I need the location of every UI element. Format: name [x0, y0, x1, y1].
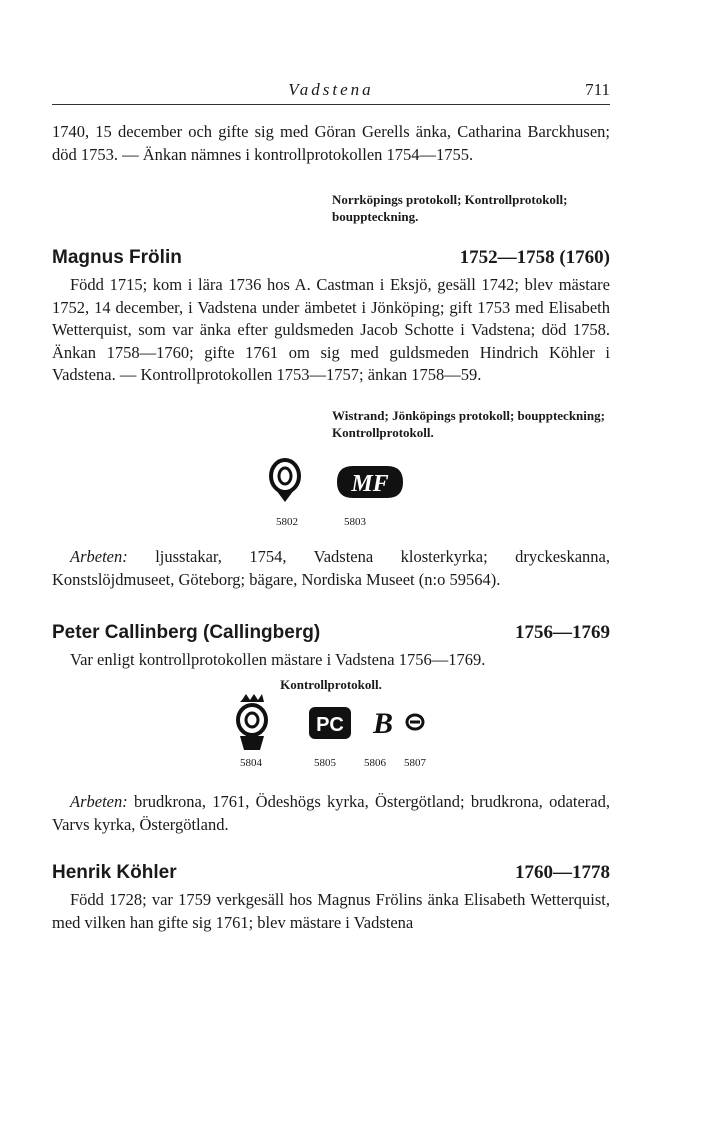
mark-number: 5802	[276, 516, 298, 528]
header-rule	[52, 104, 610, 105]
mark-number: 5806	[364, 757, 386, 769]
entry-bio: Född 1715; kom i lära 1736 hos A. Castman i Eksjö, gesäll 1742; blev mästare 1752, 14 december, i Vadstena under ämbetet i Jönköping; gift 1753 med Elisabeth Wetterquist, som var änka efter guldsmeden Jacob Schotte i Vadstena; död 1758. Änkan 1758—1760; gifte 1761 om sig med guldsmeden Hindrich Köhler i Vadstena. — Kontrollprotokollen 1753—1757; änkan 1758—59.	[52, 275, 610, 384]
mark-number: 5807	[404, 757, 426, 769]
running-title: Vadstena	[288, 80, 374, 99]
hallmark-5805-icon	[308, 706, 352, 740]
hallmark-5802-icon	[268, 456, 302, 504]
entry-bio-block	[52, 274, 610, 387]
entry-bio-block	[52, 889, 610, 934]
entry-source: Kontrollprotokoll.	[280, 677, 382, 692]
entry-source: Wistrand; Jönköpings protokoll; bouppteckning; Kontrollprotokoll.	[332, 408, 605, 440]
entry-bio-block	[52, 649, 610, 672]
entry-name: Peter Callinberg (Callingberg)	[52, 622, 321, 643]
works-label: Arbeten:	[70, 792, 128, 811]
entry-name: Henrik Köhler	[52, 862, 177, 883]
page-number: 711	[585, 80, 610, 99]
entry-works-block	[52, 546, 610, 591]
hallmark-5807-icon	[405, 712, 425, 732]
intro-block	[52, 121, 610, 166]
hallmark-5804-icon	[232, 692, 272, 754]
works-label: Arbeten:	[70, 547, 128, 566]
entry-heading	[52, 622, 610, 648]
works-text: brudkrona, 1761, Ödeshögs kyrka, Östergötland; brudkrona, odaterad, Varvs kyrka, Östergötland.	[52, 792, 611, 834]
mark-number: 5804	[240, 757, 262, 769]
entry-bio: Var enligt kontrollprotokollen mästare i Vadstena 1756—1769.	[70, 650, 486, 669]
entry-bio: Född 1728; var 1759 verkgesäll hos Magnus Frölins änka Elisabeth Wetterquist, med vilken han gifte sig 1761; blev mästare i Vadstena	[52, 890, 610, 932]
intro-paragraph: 1740, 15 december och gifte sig med Göran Gerells änka, Catharina Barckhusen; död 1753. — Änkan nämnes i kontrollprotokollen 1754—1755.	[52, 122, 610, 164]
intro-source: Norrköpings protokoll; Kontrollprotokoll; bouppteckning.	[332, 192, 568, 224]
works-text: ljusstakar, 1754, Vadstena klosterkyrka; dryckeskanna, Konstslöjdmuseet, Göteborg; bägare, Nordiska Museet (n:o 59564).	[52, 547, 610, 589]
hallmark-5806-icon	[373, 706, 393, 740]
entry-heading	[52, 247, 610, 273]
mark-number: 5803	[344, 516, 366, 528]
mark-letters: MF	[351, 471, 389, 497]
entry-works-block	[52, 791, 610, 836]
entry-name: Magnus Frölin	[52, 247, 182, 268]
hallmark-5803-icon	[335, 462, 405, 502]
mark-letters: PC	[316, 714, 344, 736]
entry-years: 1756—1769	[515, 622, 610, 643]
entry-heading	[52, 862, 610, 888]
running-head	[52, 80, 610, 104]
mark-letter-b: B	[373, 707, 393, 740]
entry-years: 1752—1758 (1760)	[459, 247, 610, 268]
entry-years: 1760—1778	[515, 862, 610, 883]
entry-works	[52, 546, 610, 591]
mark-number: 5805	[314, 757, 336, 769]
entry-works	[52, 791, 610, 836]
